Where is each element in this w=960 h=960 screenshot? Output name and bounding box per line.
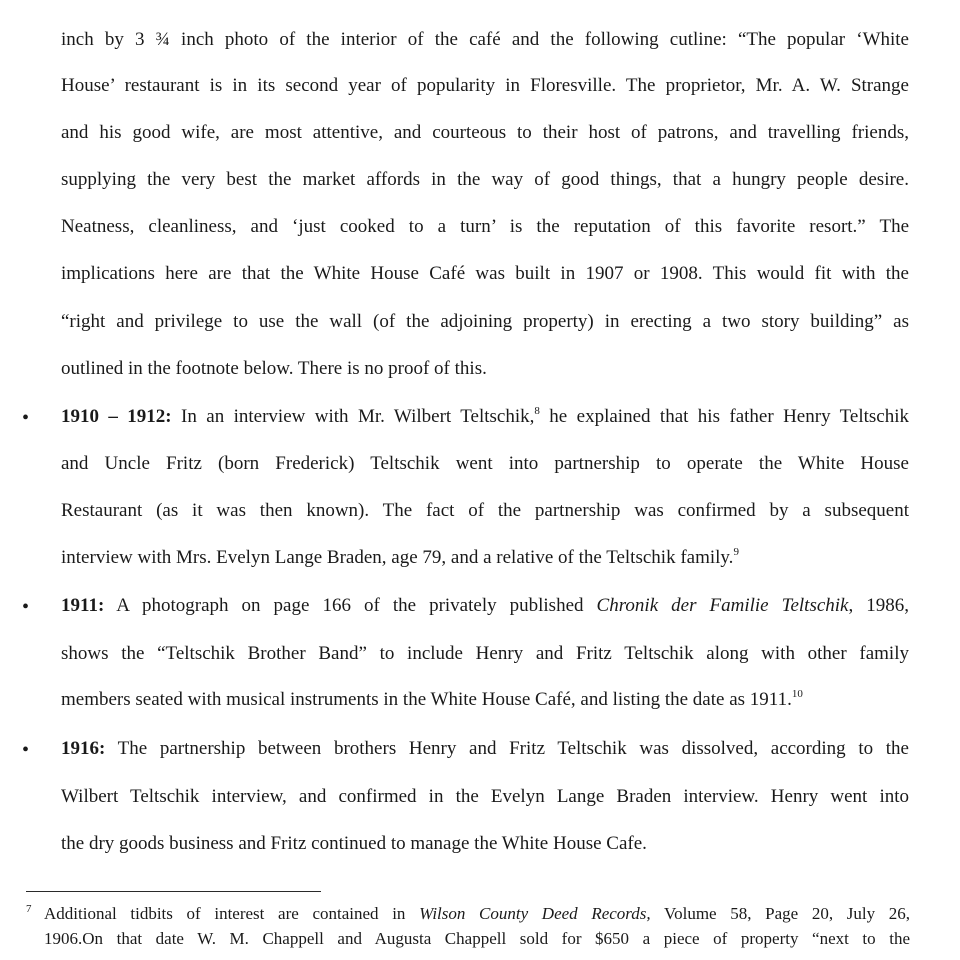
footnote-ref-8: 8: [534, 405, 540, 417]
bullet3-line-3: the dry goods business and Fritz continued to manage the White House Cafe.: [61, 833, 647, 854]
para1-line-2: House’ restaurant is in its second year of popularity in Floresville. The proprietor, Mr. A. W. Strange: [61, 75, 909, 96]
footnote-line-1: [44, 904, 910, 924]
bullet2-book-title: Chronik der Familie Teltschik: [596, 595, 849, 616]
bullet3-year: 1916:: [61, 738, 106, 759]
para1-line-8: outlined in the footnote below. There is no proof of this.: [61, 358, 487, 379]
footnote-line-2: 1906.On that date W. M. Chappell and Augusta Chappell sold for $650 a piece of property “next to the: [44, 929, 910, 948]
bullet2-line-1-pre: A photograph on page 166 of the privately published: [104, 595, 597, 616]
bullet1-year: 1910 – 1912:: [61, 406, 172, 427]
bullet1-line-1-text: In an interview with Mr. Wilbert Teltschik,: [171, 406, 535, 427]
bullet2-line-1: [61, 594, 909, 618]
bullet-icon: •: [22, 739, 30, 761]
bullet-icon: •: [22, 407, 30, 429]
bullet2-line-2: shows the “Teltschik Brother Band” to include Henry and Fritz Teltschik along with other family: [61, 643, 909, 664]
para1-line-4: supplying the very best the market affords in the way of good things, that a hungry people desire.: [61, 169, 909, 190]
bullet1-line-2: and Uncle Fritz (born Frederick) Teltschik went into partnership to operate the White House: [61, 453, 909, 474]
footnote-ref-10: 10: [791, 688, 803, 700]
bullet2-line-1-post: , 1986,: [848, 595, 910, 616]
footnote-line-1-post: Volume 58, Page 20, July 26,: [650, 904, 911, 923]
bullet1-line-4: [61, 546, 909, 570]
para1-line-1: inch by 3 ¾ inch photo of the interior of the café and the following cutline: “The popular ‘White: [61, 29, 909, 50]
bullet3-line-1: [61, 737, 909, 761]
para1-line-5: Neatness, cleanliness, and ‘just cooked to a turn’ is the reputation of this favorite resort.” The: [61, 216, 909, 237]
footnote-separator: [26, 891, 321, 892]
bullet2-year: 1911:: [61, 595, 105, 616]
cut-off-top-line: [61, 0, 909, 6]
para1-line-6: implications here are that the White House Café was built in 1907 or 1908. This would fit with the: [61, 263, 909, 284]
footnote-line-1-pre: Additional tidbits of interest are contained in: [44, 904, 420, 923]
bullet-icon: •: [22, 596, 30, 618]
bullet1-line-1: [61, 405, 909, 429]
para1-line-3: and his good wife, are most attentive, and courteous to their host of patrons, and travelling friends,: [61, 122, 909, 143]
bullet1-line-3: Restaurant (as it was then known). The fact of the partnership was confirmed by a subsequent: [61, 500, 909, 521]
bullet3-line-2: Wilbert Teltschik interview, and confirmed in the Evelyn Lange Braden interview. Henry went into: [61, 786, 909, 807]
bullet1-line-4-text: interview with Mrs. Evelyn Lange Braden, age 79, and a relative of the Teltschik family.: [61, 547, 734, 568]
bullet1-line-1-tail: he explained that his father Henry Teltschik: [539, 406, 910, 427]
footnote-ref-9: 9: [733, 546, 739, 558]
bullet2-line-3: [61, 688, 909, 712]
bullet2-line-3-text: members seated with musical instruments in the White House Café, and listing the date as 1911.: [61, 689, 792, 710]
footnote-source-title: Wilson County Deed Records,: [419, 904, 651, 923]
para1-line-7: “right and privilege to use the wall (of the adjoining property) in erecting a two story building” as: [61, 311, 909, 332]
bullet3-line-1-text: The partnership between brothers Henry and Fritz Teltschik was dissolved, according to the: [105, 738, 909, 759]
footnote-marker: 7: [26, 903, 32, 915]
